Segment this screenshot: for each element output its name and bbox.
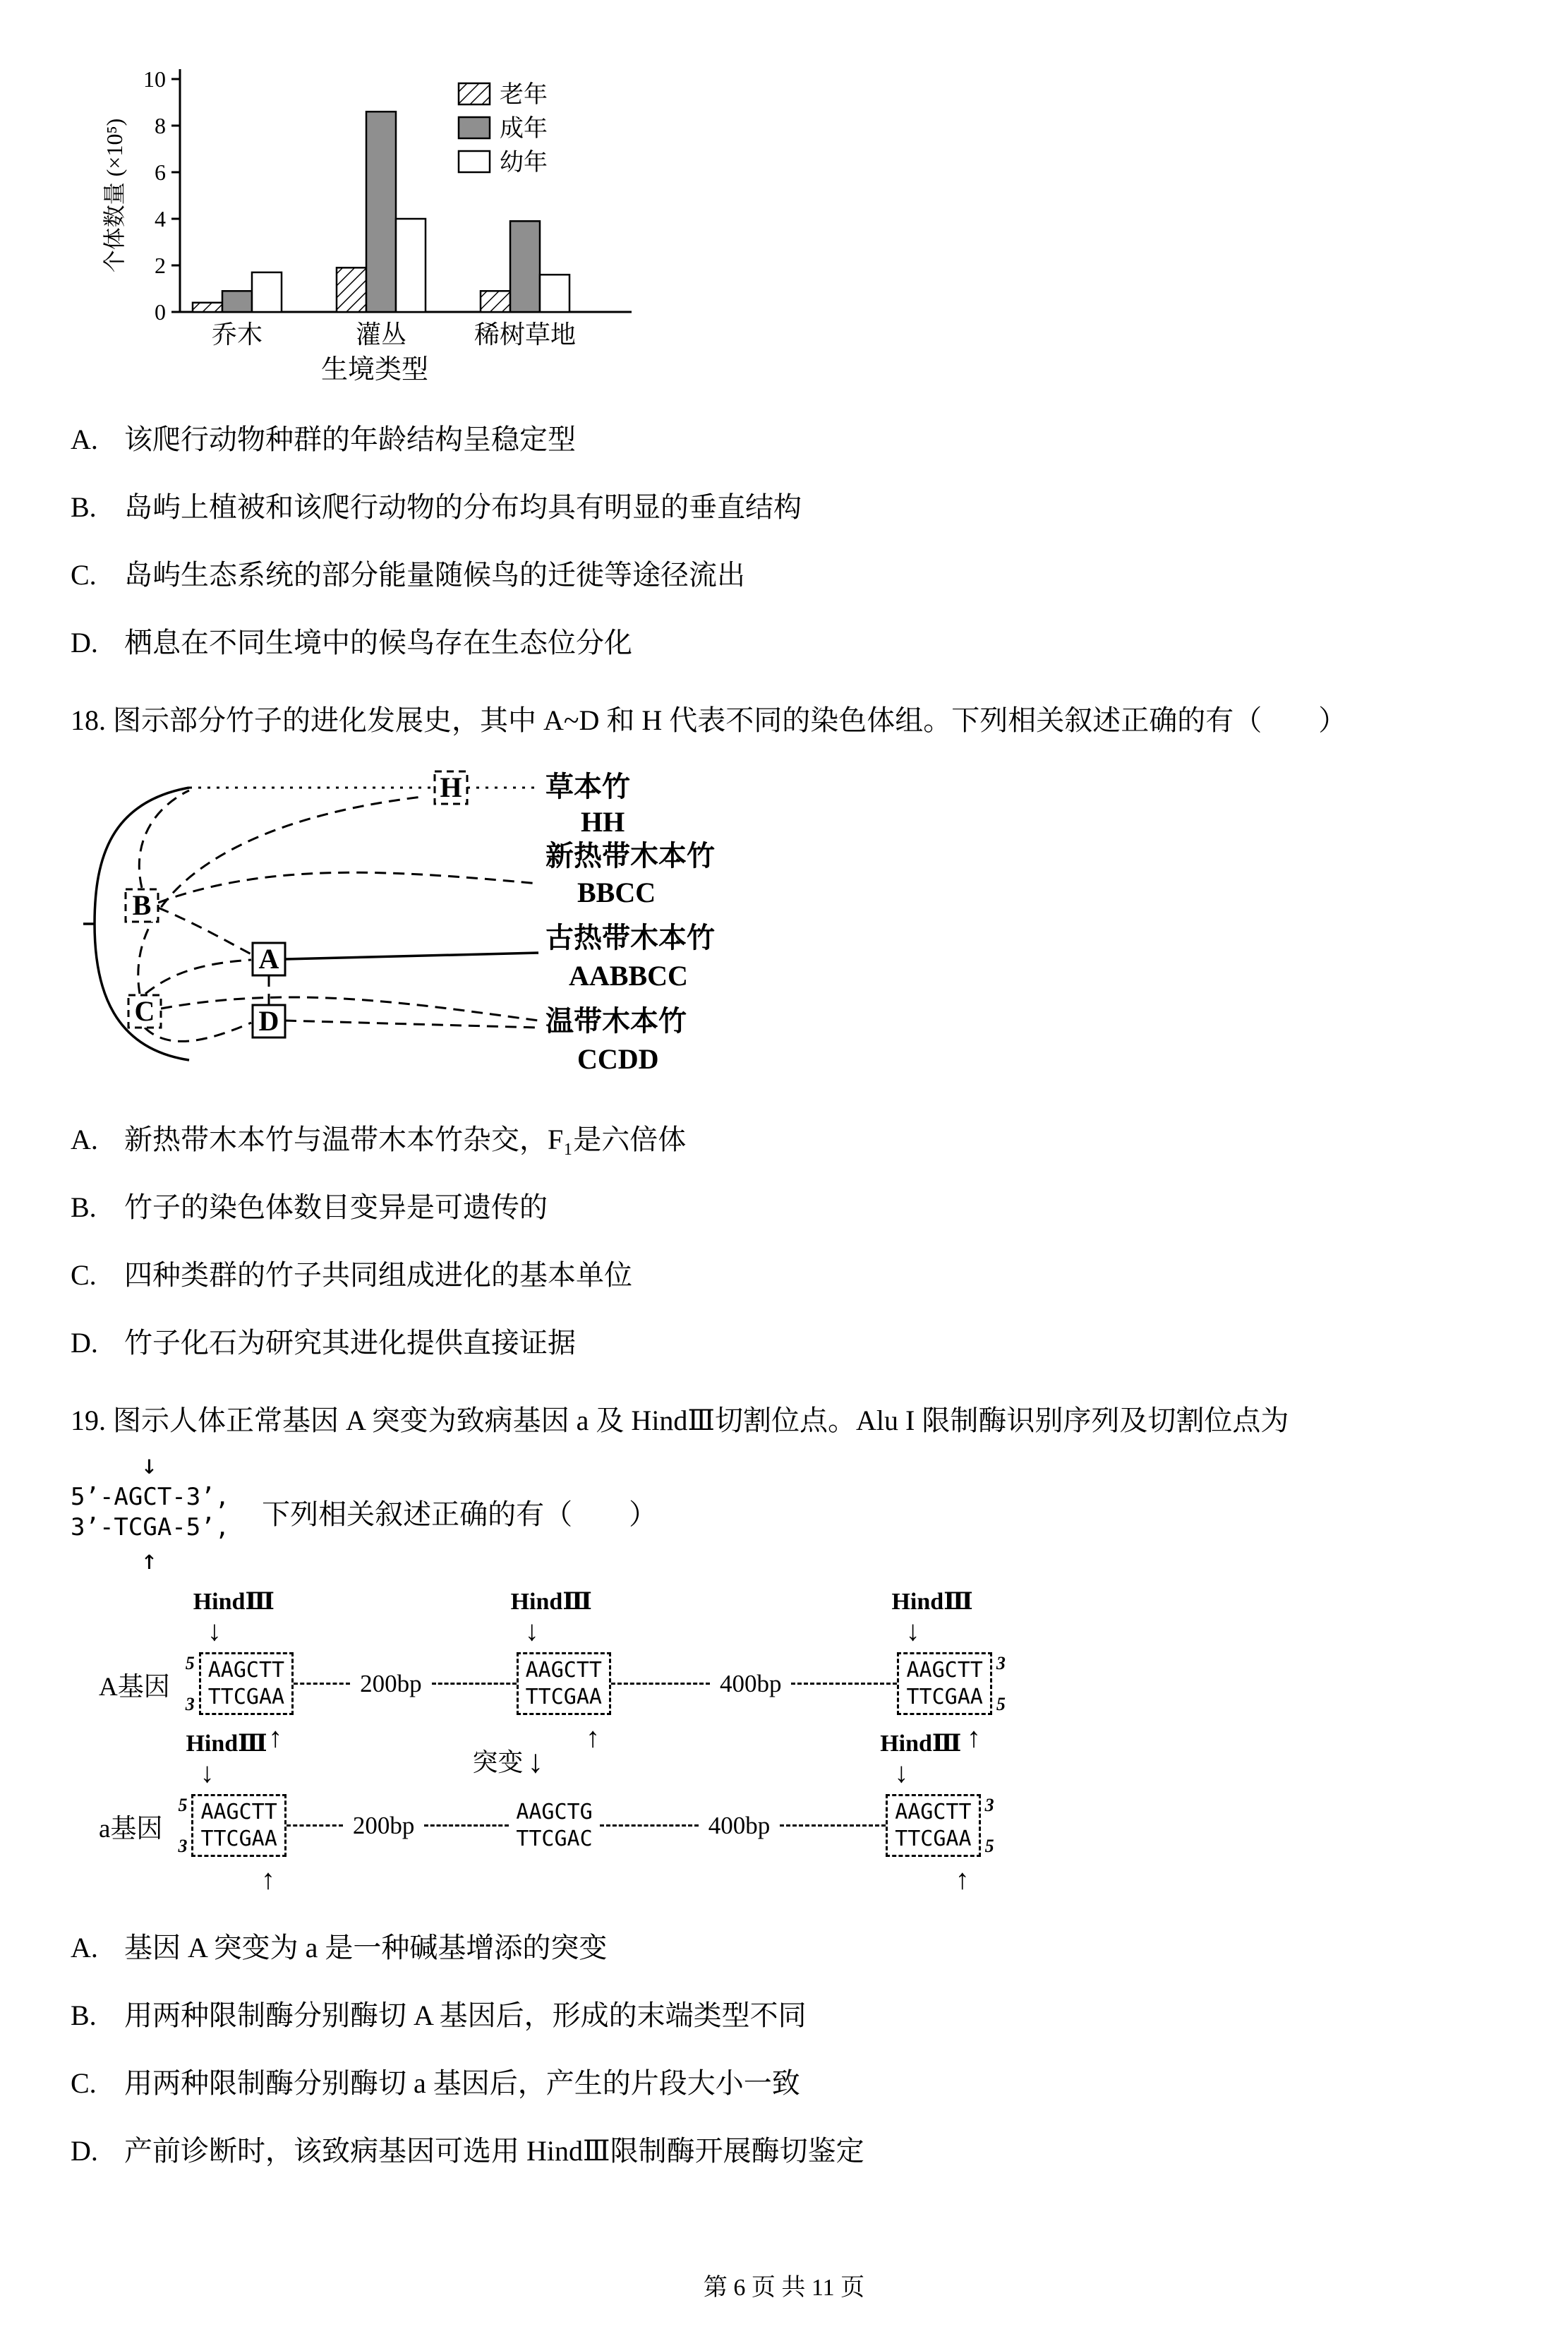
mutation-label	[472, 1743, 543, 1779]
hindiii-label: HindⅢ	[193, 1589, 275, 1615]
legend-swatch-幼年	[459, 151, 490, 172]
alu-sequence	[71, 1451, 229, 1573]
dna-dash-segment	[780, 1824, 886, 1827]
cut-down-arrow-icon: ↓	[207, 1615, 222, 1647]
seq-top: AAGCTT	[207, 1658, 285, 1683]
lineage-C-to-A	[145, 960, 251, 994]
lineage-C-to-temperate	[161, 997, 538, 1021]
strand-ends-right	[981, 1795, 999, 1857]
x-axis-title: 生境类型	[320, 355, 429, 385]
recognition-seq-box	[897, 1652, 991, 1715]
option-text: 岛屿生态系统的部分能量随候鸟的迁徙等途径流出	[124, 559, 745, 591]
end-5: 5	[984, 1835, 994, 1856]
hindiii-site	[510, 1589, 611, 1753]
q19-stem: 19. 图示人体正常基因 A 突变为致病基因 a 及 HindⅢ切割位点。Alu I 限制酶识别序列及切割位点为	[71, 1404, 1289, 1436]
seq-top: AAGCTT	[525, 1658, 602, 1683]
dna-dash-segment	[432, 1683, 517, 1685]
end-3: 3	[984, 1794, 994, 1815]
bar-幼年-乔木	[252, 272, 282, 312]
taxon-genome: AABBCC	[569, 960, 688, 992]
seq-top: AAGCTT	[200, 1800, 277, 1824]
option-text: 岛屿上植被和该爬行动物的分布均具有明显的垂直结构	[124, 491, 802, 523]
mutation-text: 突变	[472, 1748, 524, 1776]
seq-top: AAGCTT	[906, 1658, 983, 1683]
option-row	[71, 422, 1490, 457]
legend-label: 成年	[500, 116, 548, 142]
option-label: C.	[71, 2067, 97, 2099]
q19-options	[71, 1930, 1490, 2169]
option-text: 新热带木本竹与温带木本竹杂交，F₁是六倍体	[124, 1124, 687, 1155]
bar-成年-稀树草地	[510, 221, 540, 312]
taxon-name: 古热带木本竹	[545, 922, 715, 954]
lineage-D-to-temperate	[285, 1021, 538, 1028]
y-axis-title: 个体数量 (×10⁵)	[102, 118, 127, 273]
recognition-seq-box	[886, 1794, 980, 1857]
option-label: D.	[71, 1327, 98, 1359]
gene-A-label: A基因	[99, 1672, 170, 1702]
gene-a-label: a基因	[99, 1814, 163, 1843]
seq-bottom: TTCGAA	[895, 1826, 972, 1851]
cut-site-down-arrow-icon: ↓	[141, 1449, 157, 1480]
option-label: B.	[71, 1191, 97, 1223]
option-row	[71, 2134, 1490, 2169]
cut-up-arrow-icon: ↑	[268, 1721, 283, 1753]
option-label: B.	[71, 491, 97, 523]
cut-down-arrow-icon: ↓	[524, 1615, 539, 1647]
lineage-B-up	[139, 790, 189, 888]
genome-letter-H: H	[440, 771, 462, 803]
end-3: 3	[178, 1835, 188, 1856]
bar-幼年-稀树草地	[540, 275, 569, 312]
taxon-genome: BBCC	[577, 877, 656, 908]
dna-dash-segment	[287, 1824, 343, 1827]
population-bar-chart-figure	[92, 51, 1490, 390]
cut-up-arrow-icon: ↑	[260, 1863, 275, 1895]
option-text: 该爬行动物种群的年龄结构呈稳定型	[124, 423, 576, 455]
y-tick-label: 0	[155, 299, 166, 325]
option-row	[71, 1122, 1490, 1157]
legend-swatch-成年	[459, 117, 490, 138]
bamboo-phylogeny-figure	[83, 758, 1490, 1090]
option-text: 用两种限制酶分别酶切 a 基因后，产生的片段大小一致	[124, 2067, 800, 2099]
cut-up-arrow-icon: ↑	[955, 1863, 970, 1895]
option-text: 用两种限制酶分别酶切 A 基因后，形成的末端类型不同	[124, 1999, 807, 2031]
cut-site-up-arrow-icon: ↑	[141, 1544, 157, 1575]
population-bar-chart	[92, 51, 727, 390]
seq-top: AAGCTT	[895, 1800, 972, 1824]
hindiii-site	[891, 1589, 991, 1753]
genome-letter-B: B	[132, 889, 152, 921]
q19-stem-continued: 下列相关叙述正确的有（ ）	[262, 1498, 658, 1530]
option-text: 四种类群的竹子共同组成进化的基本单位	[124, 1259, 632, 1291]
bar-成年-灌丛	[366, 112, 396, 312]
option-label: C.	[71, 1259, 97, 1291]
y-tick-label: 6	[155, 160, 166, 185]
bamboo-phylogeny-diagram	[83, 758, 803, 1090]
mutated-seq	[509, 1796, 599, 1855]
taxon-name: 新热带木本竹	[545, 840, 715, 872]
end-3: 3	[185, 1693, 195, 1714]
seq-bottom: TTCGAA	[200, 1826, 277, 1851]
hindiii-site	[193, 1589, 294, 1753]
end-5: 5	[996, 1693, 1006, 1714]
option-label: D.	[71, 2135, 98, 2167]
seq-bottom: TTCGAA	[906, 1684, 983, 1709]
cut-down-arrow-icon: ↓	[905, 1615, 920, 1647]
option-row	[71, 1190, 1490, 1225]
option-row	[71, 1930, 1490, 1966]
option-row	[71, 2066, 1490, 2101]
bar-老年-乔木	[193, 303, 222, 312]
y-tick-label: 4	[155, 206, 166, 231]
strand-ends-right	[992, 1653, 1010, 1715]
option-label: B.	[71, 1999, 97, 2031]
cut-up-arrow-icon: ↑	[966, 1721, 981, 1753]
option-row	[71, 1998, 1490, 2033]
option-label: A.	[71, 1124, 98, 1155]
cut-down-arrow-icon: ↓	[200, 1757, 215, 1788]
hindiii-site	[880, 1731, 980, 1895]
legend-label: 老年	[500, 82, 548, 108]
cut-up-arrow-icon: ↑	[585, 1721, 600, 1753]
taxon-genome: HH	[581, 806, 625, 838]
page-number: 第 6 页 共 11 页	[703, 2275, 865, 2301]
segment-length: 400bp	[719, 1669, 782, 1697]
y-tick-label: 8	[155, 113, 166, 138]
q18-options	[71, 1122, 1490, 1361]
option-text: 竹子的染色体数目变异是可遗传的	[124, 1191, 548, 1223]
option-text: 栖息在不同生境中的候鸟存在生态位分化	[124, 627, 632, 658]
hindiii-label: HindⅢ	[510, 1589, 592, 1615]
segment-length: 400bp	[708, 1811, 771, 1839]
q18-stem: 18. 图示部分竹子的进化发展史，其中 A~D 和 H 代表不同的染色体组。下列相关叙述正确的有（ ）	[71, 704, 1347, 736]
dna-dash-segment	[600, 1824, 699, 1827]
seq-bottom: TTCGAA	[207, 1684, 285, 1709]
cut-down-arrow-icon: ↓	[894, 1757, 909, 1788]
dna-dash-segment	[791, 1683, 897, 1685]
option-row	[71, 1325, 1490, 1361]
dna-dash-segment	[294, 1683, 350, 1685]
legend-label: 幼年	[500, 150, 548, 176]
genome-letter-C: C	[134, 995, 155, 1027]
hindiii-label: HindⅢ	[891, 1589, 973, 1615]
taxon-name: 草本竹	[545, 771, 630, 802]
recognition-seq-box	[199, 1652, 294, 1715]
taxon-name: 温带木本竹	[545, 1005, 687, 1037]
gene-mutation-diagram	[99, 1589, 1490, 1895]
gene-A-row	[99, 1589, 1490, 1753]
dna-dash-segment	[424, 1824, 509, 1827]
dna-dash-segment	[611, 1683, 710, 1685]
bar-成年-乔木	[222, 291, 252, 312]
option-label: D.	[71, 627, 98, 658]
y-tick-label: 2	[155, 253, 166, 278]
end-5: 5	[185, 1652, 195, 1673]
option-label: C.	[71, 559, 97, 591]
option-row	[71, 625, 1490, 661]
recognition-seq-box	[191, 1794, 286, 1857]
bar-老年-稀树草地	[481, 291, 510, 312]
alu-recognition-block	[71, 1451, 1490, 1573]
genome-letter-D: D	[258, 1005, 279, 1037]
bar-老年-灌丛	[337, 267, 366, 312]
genome-letter-A: A	[258, 943, 279, 975]
option-label: A.	[71, 1932, 98, 1963]
seq-bottom: TTCGAA	[525, 1684, 602, 1709]
option-row	[71, 490, 1490, 525]
q17-options	[71, 422, 1490, 661]
segment-length: 200bp	[352, 1811, 415, 1839]
mutation-down-arrow-icon: ↓	[527, 1743, 544, 1779]
hindiii-label: HindⅢ	[186, 1731, 267, 1757]
lineage-B-to-neotropical	[158, 872, 538, 903]
end-3: 3	[996, 1652, 1006, 1673]
hindiii-label: HindⅢ	[880, 1731, 962, 1757]
lineage-A-to-paleotropical	[285, 953, 538, 959]
x-category-label: 灌丛	[355, 320, 407, 349]
lineage-B-to-A	[158, 908, 251, 954]
option-label: A.	[71, 423, 98, 455]
seq-bottom: TTCGAC	[516, 1826, 593, 1851]
option-text: 产前诊断时，该致病基因可选用 HindⅢ限制酶开展酶切鉴定	[124, 2135, 864, 2167]
legend-swatch-老年	[459, 83, 490, 104]
end-5: 5	[178, 1794, 188, 1815]
option-row	[71, 558, 1490, 593]
recognition-seq-box	[517, 1652, 611, 1715]
option-text: 竹子化石为研究其进化提供直接证据	[124, 1327, 576, 1359]
x-category-label: 乔木	[211, 320, 263, 349]
seq-top: AAGCTG	[516, 1800, 593, 1824]
bar-幼年-灌丛	[396, 219, 426, 312]
strand-ends-left	[174, 1795, 191, 1857]
taxon-genome: CCDD	[577, 1043, 659, 1075]
option-text: 基因 A 突变为 a 是一种碱基增添的突变	[124, 1932, 608, 1963]
alu-bottom-strand: 3’-TCGA-5’,	[71, 1512, 230, 1541]
mutated-site	[472, 1743, 599, 1855]
option-row	[71, 1258, 1490, 1293]
x-category-label: 稀树草地	[474, 320, 577, 349]
y-tick-label: 10	[143, 66, 166, 92]
hindiii-site	[186, 1731, 286, 1895]
alu-top-strand: 5’-AGCT-3’,	[71, 1483, 230, 1511]
strand-ends-left	[181, 1653, 199, 1715]
gene-a-row	[99, 1731, 1490, 1895]
segment-length: 200bp	[360, 1669, 422, 1697]
